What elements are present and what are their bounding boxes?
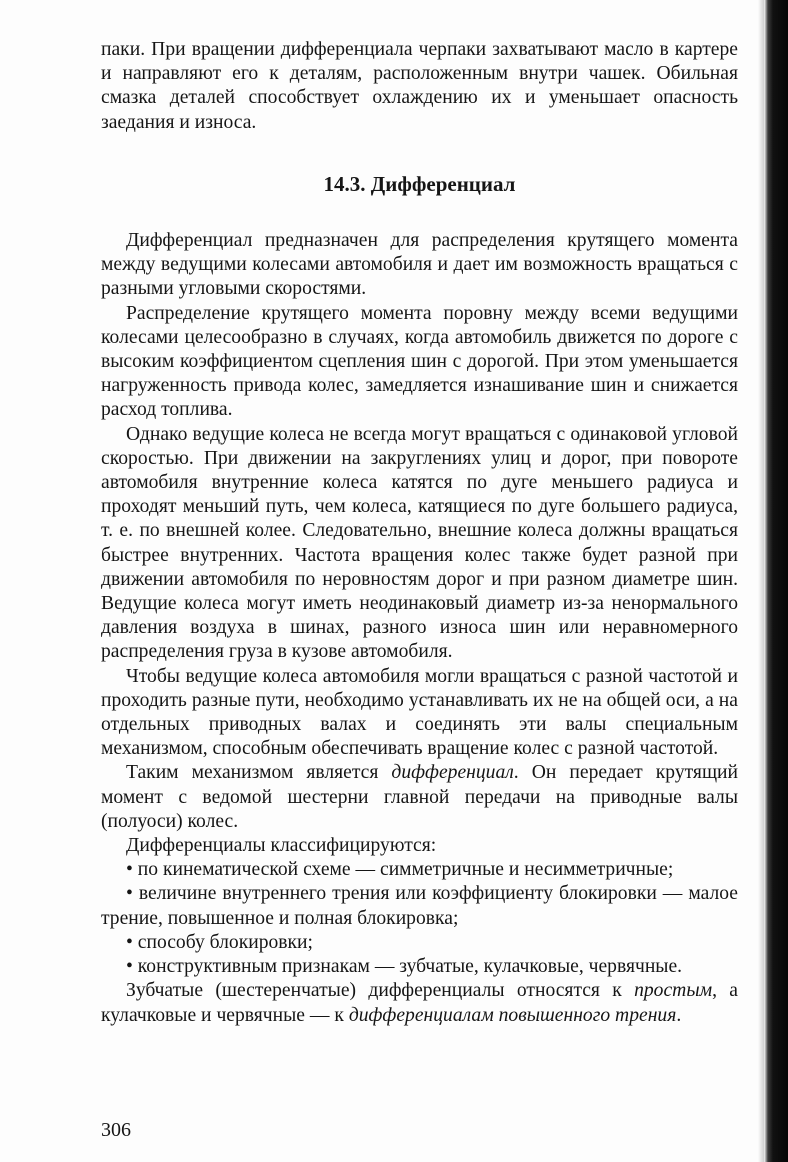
classification-item-kinematic: • по кинематической схеме — симметричные и несимметричные; <box>126 859 674 881</box>
paragraph-purpose: Дифференциал предназначен для распределения крутящего момента между ведущими колесами автомобиля и дает им возможность вращаться с разными угловыми скоростями. <box>101 230 738 300</box>
top-paragraph <box>101 38 738 135</box>
paragraph-mechanism <box>101 761 738 834</box>
classification-intro: Дифференциалы классифицируются: <box>126 835 437 857</box>
term-high-friction: дифференциалам повышенного трения <box>348 1004 677 1026</box>
final-after: . <box>676 1004 682 1026</box>
term-differential: дифференциал <box>391 762 514 784</box>
section-body <box>101 229 738 1028</box>
section-title: 14.3. Дифференциал <box>323 172 516 196</box>
paragraph-separate-shafts: Чтобы ведущие колеса автомобиля могли вращаться с разной частотой и проходить разные пути, необходимо устанавливать их не на общей оси, а на отдельных приводных валах и соединять эти валы специальным механизмом, способным обеспечивать вращение колес с разной частотой. <box>101 665 738 760</box>
classification-item-locking: • способу блокировки; <box>126 931 313 953</box>
binding-edge <box>764 0 788 1162</box>
mechanism-after: . Он передает крутящий момент с ведомой шестерни главной передачи на приводные валы (полуоси) колес. <box>101 762 738 832</box>
paragraph-final <box>101 979 738 1027</box>
page-number: 306 <box>101 1119 131 1141</box>
paragraph-distribution: Распределение крутящего момента поровну между всеми ведущими колесами целесообразно в случаях, когда автомобиль движется по дороге с высоким коэффициентом сцепления шин с дорогой. При этом уменьшается нагруженность привода колес, замедляется изнашивание шин и снижается расход топлива. <box>101 302 738 421</box>
classification-item-design: • конструктивным признакам — зубчатые, кулачковые, червячные. <box>126 956 683 978</box>
term-simple: простым <box>634 980 713 1002</box>
classification-item-friction: • величине внутреннего трения или коэффициенту блокировки — малое трение, повышенное и полная блокировка; <box>101 883 738 929</box>
paragraph-wheel-speeds: Однако ведущие колеса не всегда могут вращаться с одинаковой угловой скоростью. При движении на закруглениях улиц и дорог, при повороте автомобиля внутренние колеса катятся по дуге меньшего радиуса и проходят меньший путь, чем колеса, катящиеся по дуге большего радиуса, т. е. по внешней колее. Следовательно, внешние колеса должны вращаться быстрее внутренних. Частота вращения колес также будет разной при движении автомобиля по неровностям дорог и при разном диаметре шин. Ведущие колеса могут иметь неодинаковый диаметр из-за ненормального давления воздуха в шинах, разного износа шин или неравномерного распределения груза в кузове автомобиля. <box>101 423 738 663</box>
final-before: Зубчатые (шестеренчатые) дифференциалы относятся к <box>126 980 635 1002</box>
mechanism-before: Таким механизмом является <box>126 762 392 784</box>
top-paragraph-text: паки. При вращении дифференциала черпаки захватывают масло в картере и направляют его к деталям, расположенным внутри чашек. Обильная смазка деталей способствует охлаждению их и уменьшает опасность заедания и износа. <box>101 39 738 133</box>
final-middle: , а кулачковые и червячные — к <box>101 980 738 1026</box>
